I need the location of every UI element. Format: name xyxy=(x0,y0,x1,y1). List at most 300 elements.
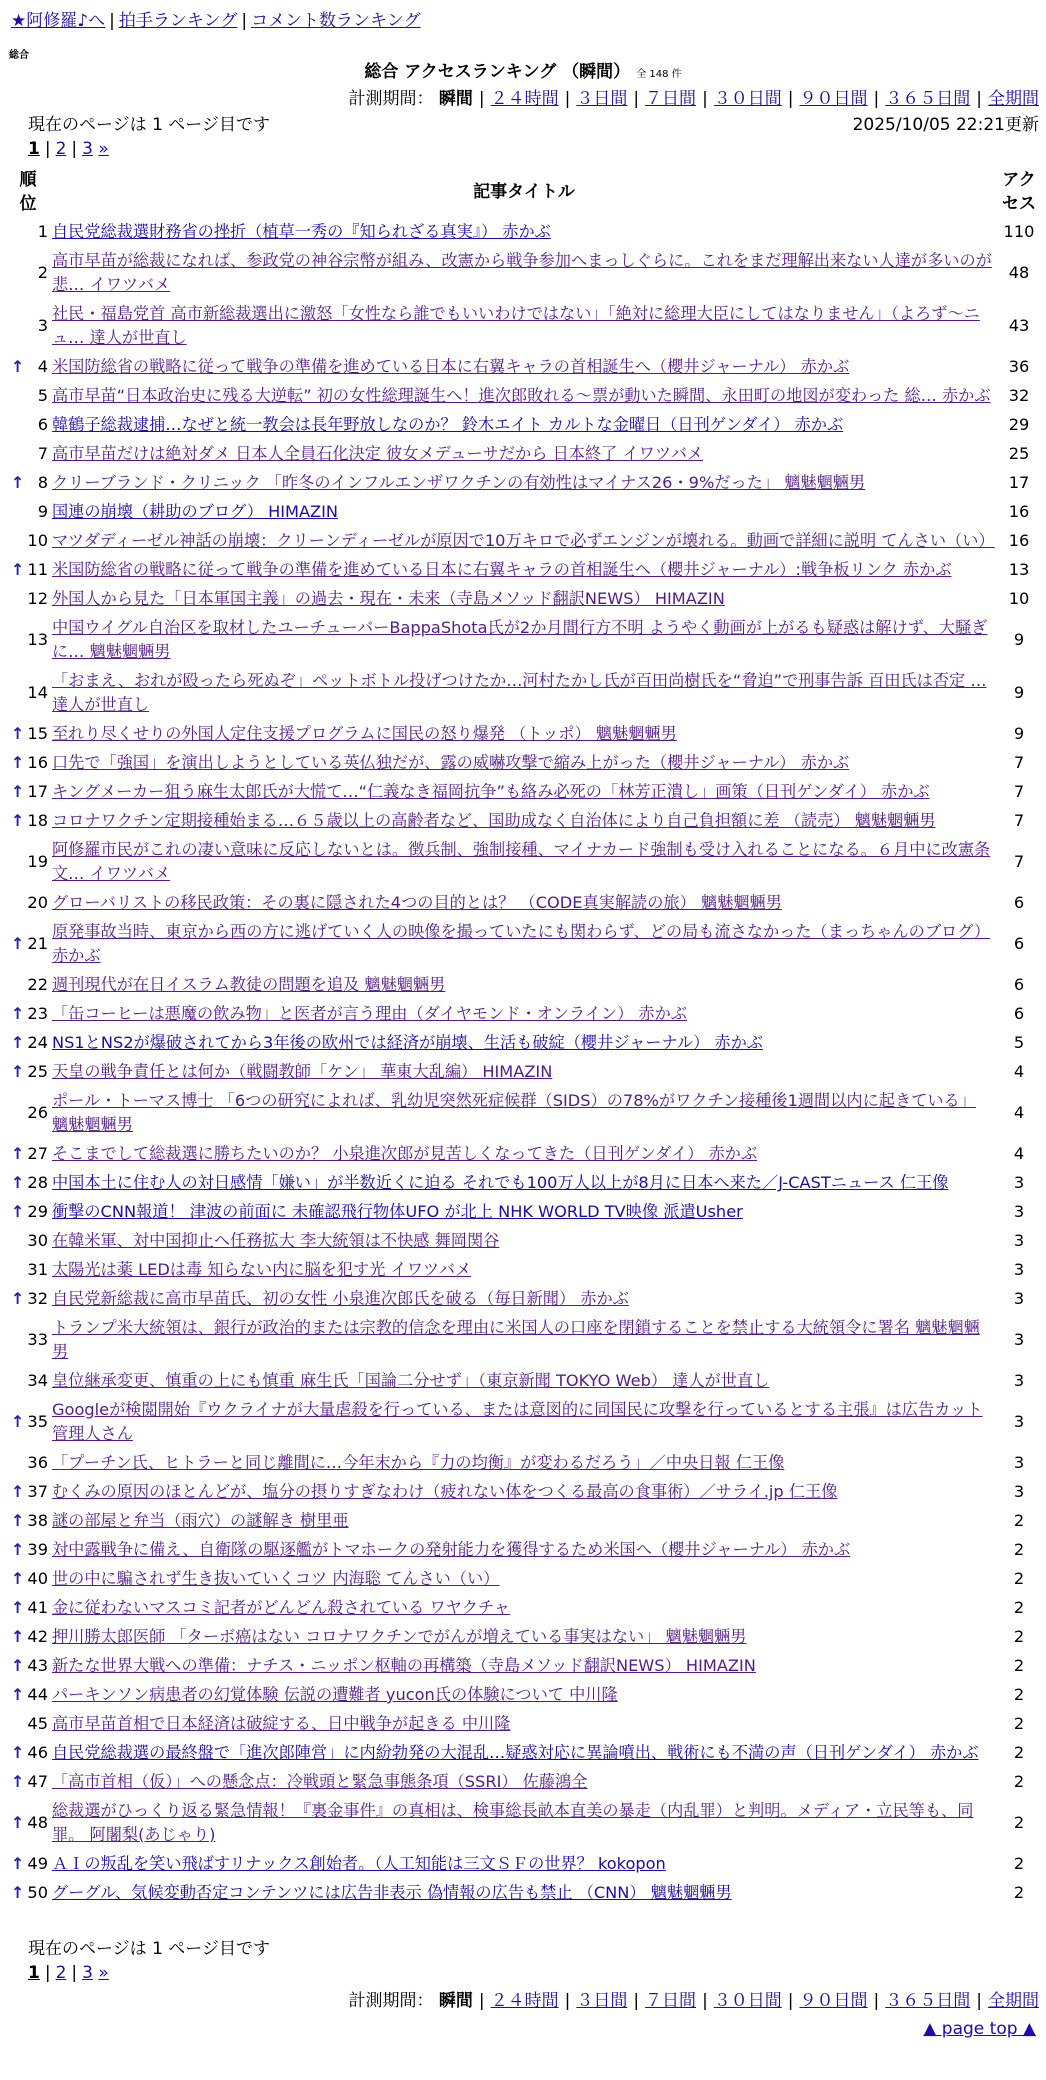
arrow-up-icon: ↑ xyxy=(11,1033,25,1052)
article-title-link[interactable]: 自民党総裁選の最終盤で「進次郎陣営」に内紛勃発の大混乱…疑惑対応に異論噴出、戦術にも不満の声（日刊ゲンダイ） 赤かぶ xyxy=(52,1743,979,1762)
article-title-link[interactable]: 対中露戦争に備え、自衛隊の駆逐艦がトマホークの発射能力を獲得するため米国へ（櫻井ジャーナル） 赤かぶ xyxy=(52,1540,851,1559)
table-row xyxy=(4,1285,1042,1314)
title-cell xyxy=(52,1850,996,1879)
period-option-link[interactable]: ３日間 xyxy=(576,1991,628,2011)
period-option-link[interactable]: ３日間 xyxy=(576,89,628,109)
rank-cell xyxy=(4,498,52,527)
pager-page-link[interactable]: 2 xyxy=(55,139,67,159)
table-row xyxy=(4,1536,1042,1565)
title-cell xyxy=(52,585,996,614)
rank-cell xyxy=(4,300,52,353)
access-count-cell: 2 xyxy=(1013,1656,1025,1675)
table-row xyxy=(4,1000,1042,1029)
article-title-link[interactable]: 中国本土に住む人の対日感情「嫌い」が半数近くに迫る それでも100万人以上が8月に日本へ来た／J-CASTニュース 仁王像 xyxy=(52,1173,949,1192)
access-count-cell: 3 xyxy=(1013,1231,1025,1250)
title-cell xyxy=(52,1681,996,1710)
pager-current-page: 1 xyxy=(28,1963,40,1983)
article-title-link[interactable]: 自民党総裁選財務省の挫折（植草一秀の『知られざる真実』） 赤かぶ xyxy=(52,222,551,241)
rank-cell xyxy=(4,1367,52,1396)
access-count-cell: 3 xyxy=(1013,1371,1025,1390)
rank-number: 2 xyxy=(37,263,48,282)
title-cell xyxy=(52,469,996,498)
article-title-link[interactable]: Googleが検閲開始『ウクライナが大量虐殺を行っている、または意図的に同国民に攻撃を行っているとする主張』は広告カット 管理人さん xyxy=(52,1400,983,1443)
current-page-text: 現在のページは 1 ページ目です xyxy=(28,115,270,135)
comment-ranking-link[interactable]: コメント数ランキング xyxy=(251,11,421,31)
title-cell xyxy=(52,527,996,556)
arrow-up-icon: ↑ xyxy=(11,473,25,492)
category-label: 総合 xyxy=(9,50,29,61)
arrow-up-icon: ↑ xyxy=(11,1004,25,1023)
rank-cell xyxy=(4,889,52,918)
period-label: 計測期間： xyxy=(348,89,434,109)
rank-number: 32 xyxy=(27,1289,48,1308)
article-title-link[interactable]: 高市早苗が総裁になれば、参政党の神谷宗幣が組み、改憲から戦争参加へまっしぐらに。これをまだ理解出来ない人達が多いのが悲… イワツバメ xyxy=(52,251,992,294)
table-row xyxy=(4,300,1042,353)
period-separator: | xyxy=(564,89,571,109)
table-row xyxy=(4,498,1042,527)
arrow-up-icon: ↑ xyxy=(11,1598,25,1617)
article-title-link[interactable]: 国連の崩壊（耕助のブログ） HIMAZIN xyxy=(52,502,339,521)
table-row xyxy=(4,971,1042,1000)
period-separator: | xyxy=(873,1991,880,2011)
table-row xyxy=(4,778,1042,807)
rank-number: 17 xyxy=(27,782,48,801)
period-option-link[interactable]: 全期間 xyxy=(988,89,1039,109)
table-row xyxy=(4,1478,1042,1507)
table-row xyxy=(4,1565,1042,1594)
article-title-link[interactable]: 外国人から見た「日本軍国主義」の過去・現在・未来（寺島メソッド翻訳NEWS） HIMAZIN xyxy=(52,589,725,608)
period-label: 計測期間： xyxy=(348,1991,434,2011)
period-option-link[interactable]: ７日間 xyxy=(645,89,697,109)
arrow-up-icon: ↑ xyxy=(11,1772,25,1791)
rank-cell xyxy=(4,353,52,382)
table-row xyxy=(4,1314,1042,1367)
rank-cell xyxy=(4,614,52,667)
period-separator: | xyxy=(976,89,982,109)
rank-number: 37 xyxy=(27,1482,48,1501)
access-count-cell: 3 xyxy=(1013,1330,1025,1349)
table-row xyxy=(4,1198,1042,1227)
arrow-up-icon: ↑ xyxy=(11,1627,25,1646)
title-cell xyxy=(52,1285,996,1314)
access-count-cell: 4 xyxy=(1013,1144,1025,1163)
rank-number: 7 xyxy=(37,444,48,463)
rank-number: 28 xyxy=(27,1173,48,1192)
table-row xyxy=(4,1169,1042,1198)
article-title-link[interactable]: 「プーチン氏、ヒトラーと同じ離間に…今年末から『力の均衡』が変わるだろう」／中央日報 仁王像 xyxy=(52,1453,785,1472)
article-title-link[interactable]: 米国防総省の戦略に従って戦争の準備を進めている日本に右翼キャラの首相誕生へ（櫻井ジャーナル）:戦争板リンク 赤かぶ xyxy=(52,560,952,579)
table-row xyxy=(4,353,1042,382)
rank-cell xyxy=(4,1652,52,1681)
rank-cell xyxy=(4,836,52,889)
table-row xyxy=(4,836,1042,889)
article-title-link[interactable]: 謎の部屋と弁当（雨穴）の謎解き 樹里亜 xyxy=(52,1511,349,1530)
rank-number: 47 xyxy=(27,1772,48,1791)
rank-cell xyxy=(4,1314,52,1367)
article-title-link[interactable]: 至れり尽くせりの外国人定住支援プログラムに国民の怒り爆発 （トッポ） 魑魅魍魎男 xyxy=(52,724,677,743)
rank-cell xyxy=(4,440,52,469)
rank-number: 31 xyxy=(27,1260,48,1279)
rank-cell xyxy=(4,1710,52,1739)
table-row xyxy=(4,1879,1042,1908)
access-count-cell: 9 xyxy=(1013,683,1025,702)
rank-number: 38 xyxy=(27,1511,48,1530)
rank-number: 18 xyxy=(27,811,48,830)
access-count-cell: 2 xyxy=(1013,1854,1025,1873)
title-cell xyxy=(52,1396,996,1449)
article-title-link[interactable]: パーキンソン病患者の幻覚体験 伝説の遭難者 yucon氏の体験について 中川隆 xyxy=(52,1685,618,1704)
rank-number: 26 xyxy=(27,1103,48,1122)
title-cell xyxy=(52,778,996,807)
article-title-link[interactable]: 世の中に騙されず生き抜いていくコツ 内海聡 てんさい（い） xyxy=(52,1569,500,1588)
rank-number: 50 xyxy=(27,1883,48,1902)
title-cell xyxy=(52,1449,996,1478)
table-row xyxy=(4,1768,1042,1797)
rank-cell xyxy=(4,1536,52,1565)
table-row xyxy=(4,556,1042,585)
clap-ranking-link[interactable]: 拍手ランキング xyxy=(118,11,238,31)
rank-number: 20 xyxy=(27,893,48,912)
access-count-cell: 4 xyxy=(1013,1103,1025,1122)
arrow-up-icon: ↑ xyxy=(11,782,25,801)
access-count-cell: 2 xyxy=(1013,1685,1025,1704)
article-title-link[interactable]: トランプ米大統領は、銀行が政治的または宗教的信念を理由に米国人の口座を閉鎖することを禁止する大統領令に署名 魑魅魍魎男 xyxy=(52,1318,980,1361)
period-separator: | xyxy=(564,1991,571,2011)
pagination-bottom xyxy=(28,1962,109,1984)
period-option-link[interactable]: ９０日間 xyxy=(799,1991,868,2011)
access-count-cell: 4 xyxy=(1013,1062,1025,1081)
access-count-cell: 36 xyxy=(1008,357,1030,376)
article-title-link[interactable]: 韓鶴子総裁逮捕…なぜと統一教会は長年野放しなのか？ 鈴木エイト カルトな金曜日（日刊ゲンダイ） 赤かぶ xyxy=(52,415,844,434)
rank-cell xyxy=(4,1449,52,1478)
title-cell xyxy=(52,1536,996,1565)
arrow-up-icon: ↑ xyxy=(11,1569,25,1588)
access-count-cell: 3 xyxy=(1013,1482,1025,1501)
period-option-link[interactable]: ２４時間 xyxy=(490,89,559,109)
rank-number: 24 xyxy=(27,1033,48,1052)
rank-number: 30 xyxy=(27,1231,48,1250)
title-cell xyxy=(52,918,996,971)
rank-cell xyxy=(4,1256,52,1285)
pager-separator: | xyxy=(71,139,78,159)
article-title-link[interactable]: NS1とNS2が爆破されてから3年後の欧州では経済が崩壊、生活も破綻（櫻井ジャーナル） 赤かぶ xyxy=(52,1033,763,1052)
article-title-link[interactable]: 高市早苗“日本政治史に残る大逆転” 初の女性総理誕生へ！進次郎敗れる～票が動いた瞬間、永田町の地図が変わった 総… 赤かぶ xyxy=(52,386,991,405)
access-count-cell: 2 xyxy=(1013,1883,1025,1902)
table-row xyxy=(4,1058,1042,1087)
article-title-link[interactable]: 阿修羅市民がこれの凄い意味に反応しないとは。徴兵制、強制接種、マイナカード強制も受け入れることになる。６月中に改憲条文… イワツバメ xyxy=(52,840,991,883)
access-count-cell: 3 xyxy=(1013,1412,1025,1431)
title-cell xyxy=(52,1710,996,1739)
article-title-link[interactable]: マツダディーゼル神話の崩壊：クリーンディーゼルが原因で10万キロで必ずエンジンが壊れる。動画で詳細に説明 てんさい（い） xyxy=(52,531,995,550)
access-count-cell: 2 xyxy=(1013,1569,1025,1588)
period-option-link[interactable]: ９０日間 xyxy=(799,89,868,109)
current-page-text-bottom: 現在のページは 1 ページ目です xyxy=(28,1939,270,1959)
arrow-up-icon: ↑ xyxy=(11,1540,25,1559)
period-option-link[interactable]: ７日間 xyxy=(645,1991,697,2011)
title-cell xyxy=(52,1739,996,1768)
table-row xyxy=(4,1029,1042,1058)
access-count-cell: 43 xyxy=(1008,316,1030,335)
title-cell xyxy=(52,353,996,382)
period-separator: | xyxy=(633,1991,640,2011)
rank-number: 12 xyxy=(27,589,48,608)
home-link[interactable]: ★阿修羅♪へ xyxy=(11,11,106,31)
arrow-up-icon: ↑ xyxy=(11,1854,25,1873)
page-top-link[interactable]: ▲ page top ▲ xyxy=(923,2019,1036,2039)
table-row xyxy=(4,1850,1042,1879)
pagination-top xyxy=(28,138,109,160)
article-title-link[interactable]: 週刊現代が在日イスラム教徒の問題を追及 魑魅魍魎男 xyxy=(52,975,446,994)
rank-cell xyxy=(4,218,52,247)
table-row xyxy=(4,1256,1042,1285)
rank-cell xyxy=(4,585,52,614)
rank-cell xyxy=(4,382,52,411)
title-cell xyxy=(52,1797,996,1850)
access-count-cell: 7 xyxy=(1013,852,1025,871)
access-count-cell: 3 xyxy=(1013,1289,1025,1308)
rank-cell xyxy=(4,469,52,498)
rank-cell xyxy=(4,1594,52,1623)
rank-number: 39 xyxy=(27,1540,48,1559)
rank-cell xyxy=(4,807,52,836)
pager-page-link[interactable]: 2 xyxy=(55,1963,67,1983)
rank-cell xyxy=(4,1058,52,1087)
pager-next-link[interactable]: » xyxy=(98,1963,109,1983)
article-title-link[interactable]: 新たな世界大戦への準備：ナチス・ニッポン枢軸の再構築（寺島メソッド翻訳NEWS） HIMAZIN xyxy=(52,1656,756,1675)
table-row xyxy=(4,1140,1042,1169)
arrow-up-icon: ↑ xyxy=(11,357,25,376)
access-count-cell: 16 xyxy=(1008,502,1030,521)
title-cell xyxy=(52,971,996,1000)
rank-number: 44 xyxy=(27,1685,48,1704)
title-cell xyxy=(52,1227,996,1256)
table-row xyxy=(4,1507,1042,1536)
period-separator: | xyxy=(787,1991,794,2011)
period-separator: | xyxy=(976,1991,982,2011)
access-count-cell: 2 xyxy=(1013,1598,1025,1617)
access-count-cell: 29 xyxy=(1008,415,1030,434)
rank-number: 5 xyxy=(37,386,48,405)
title-cell xyxy=(52,836,996,889)
page-title xyxy=(0,60,1046,87)
article-title-link[interactable]: そこまでして総裁選に勝ちたいのか？ 小泉進次郎が見苦しくなってきた（日刊ゲンダイ） 赤かぶ xyxy=(52,1144,758,1163)
table-row xyxy=(4,1739,1042,1768)
period-option-link[interactable]: ３６５日間 xyxy=(885,1991,971,2011)
article-title-link[interactable]: 「高市首相（仮）」への懸念点：冷戦頭と緊急事態条項（SSRI） 佐藤鴻全 xyxy=(52,1772,588,1791)
rank-number: 45 xyxy=(27,1714,48,1733)
article-title-link[interactable]: 金に従わないマスコミ記者がどんどん殺されている ワヤクチャ xyxy=(52,1598,510,1617)
title-cell xyxy=(52,556,996,585)
table-row xyxy=(4,1797,1042,1850)
article-title-link[interactable]: ＡＩの叛乱を笑い飛ばすリナックス創始者。（人工知能は三文ＳＦの世界？ kokopon xyxy=(52,1854,666,1873)
access-count-cell: 7 xyxy=(1013,782,1025,801)
table-row xyxy=(4,527,1042,556)
rank-cell xyxy=(4,1198,52,1227)
pager-separator: | xyxy=(44,1963,51,1983)
period-selector-top xyxy=(348,88,1039,110)
table-row xyxy=(4,585,1042,614)
rank-number: 16 xyxy=(27,753,48,772)
rank-number: 49 xyxy=(27,1854,48,1873)
article-title-link[interactable]: 社民・福島党首 高市新総裁選出に激怒「女性なら誰でもいいわけではない」「絶対に総理大臣にしてはなりません」（よろず～ニュ… 達人が世直し xyxy=(52,304,980,347)
table-header-row xyxy=(4,166,1042,218)
table-row xyxy=(4,1623,1042,1652)
arrow-up-icon: ↑ xyxy=(11,1173,25,1192)
article-title-link[interactable]: 米国防総省の戦略に従って戦争の準備を進めている日本に右翼キャラの首相誕生へ（櫻井ジャーナル） 赤かぶ xyxy=(52,357,850,376)
article-title-link[interactable]: 太陽光は薬 LEDは毒 知らない内に脳を犯す光 イワツバメ xyxy=(52,1260,472,1279)
access-count-cell: 32 xyxy=(1008,386,1030,405)
access-count-cell: 9 xyxy=(1013,724,1025,743)
total-count: 全 148 件 xyxy=(636,69,682,80)
table-row xyxy=(4,1367,1042,1396)
rank-cell xyxy=(4,527,52,556)
arrow-up-icon: ↑ xyxy=(11,1144,25,1163)
arrow-up-icon: ↑ xyxy=(11,1511,25,1530)
title-cell xyxy=(52,1565,996,1594)
title-cell xyxy=(52,300,996,353)
article-title-link[interactable]: グーグル、気候変動否定コンテンツには広告非表示 偽情報の広告も禁止 （CNN） 魑魅魍魎男 xyxy=(52,1883,732,1902)
period-current: 瞬間 xyxy=(438,1991,473,2011)
rank-number: 10 xyxy=(27,531,48,550)
rank-cell xyxy=(4,1681,52,1710)
article-title-link[interactable]: 高市早苗だけは絶対ダメ 日本人全員石化決定 彼女メデューサだから 日本終了 イワツバメ xyxy=(52,444,704,463)
access-column-header xyxy=(996,166,1042,218)
rank-header-label: 順 位 xyxy=(19,170,37,214)
arrow-up-icon: ↑ xyxy=(11,1482,25,1501)
arrow-up-icon: ↑ xyxy=(11,1289,25,1308)
rank-number: 3 xyxy=(37,316,48,335)
article-title-link[interactable]: 原発事故当時、東京から西の方に逃げていく人の映像を撮っていたにも関わらず、どの局も流さなかった（まっちゃんのブログ） 赤かぶ xyxy=(52,922,991,965)
article-title-link[interactable]: 口先で「強国」を演出しようとしている英仏独だが、露の威嚇攻撃で縮み上がった（櫻井ジャーナル） 赤かぶ xyxy=(52,753,850,772)
arrow-up-icon: ↑ xyxy=(11,724,25,743)
arrow-up-icon: ↑ xyxy=(11,934,25,953)
article-title-link[interactable]: 総裁選がひっくり返る緊急情報！『裏金事件』の真相は、検事総長畝本直美の暴走（内乱罪）と判明。メディア・立民等も、同罪。 阿闍梨(あじゃり) xyxy=(52,1801,974,1844)
rank-cell xyxy=(4,778,52,807)
title-cell xyxy=(52,889,996,918)
pager-page-link[interactable]: 3 xyxy=(82,139,93,159)
article-title-link[interactable]: コロナワクチン定期接種始まる…６５歳以上の高齢者など、国助成なく自治体により自己負担額に差 （読売） 魑魅魍魎男 xyxy=(52,811,936,830)
ranking-table xyxy=(4,166,1042,1908)
title-cell xyxy=(52,667,996,720)
period-separator: | xyxy=(873,89,880,109)
ranking-title: 総合 アクセスランキング （瞬間） xyxy=(364,62,631,82)
table-row xyxy=(4,807,1042,836)
rank-number: 27 xyxy=(27,1144,48,1163)
title-cell xyxy=(52,218,996,247)
table-row xyxy=(4,1652,1042,1681)
article-title-link[interactable]: むくみの原因のほとんどが、塩分の摂りすぎなわけ（疲れない体をつくる最高の食事術）／サライ.jp 仁王像 xyxy=(52,1482,838,1501)
article-title-link[interactable]: 「おまえ、おれが殴ったら死ぬぞ」ペットボトル投げつけたか…河村たかし氏が百田尚樹氏を“脅迫”で刑事告訴 百田氏は否定 … 達人が世直し xyxy=(52,671,987,714)
arrow-up-icon: ↑ xyxy=(11,1883,25,1902)
table-row xyxy=(4,1449,1042,1478)
access-count-cell: 16 xyxy=(1008,531,1030,550)
article-title-link[interactable]: 中国ウイグル自治区を取材したユーチューバーBappaShota氏が2か月間行方不明 ようやく動画が上がるも疑惑は解けず、大騒ぎに… 魑魅魍魎男 xyxy=(52,618,988,661)
rank-cell xyxy=(4,1739,52,1768)
article-title-link[interactable]: 天皇の戦争責任とは何か（戦闘教師「ケン」 華東大乱編） HIMAZIN xyxy=(52,1062,553,1081)
title-cell xyxy=(52,1623,996,1652)
arrow-up-icon: ↑ xyxy=(11,1743,25,1762)
updated-timestamp: 2025/10/05 22:21更新 xyxy=(852,115,1039,135)
rank-number: 8 xyxy=(37,473,48,492)
rank-number: 1 xyxy=(37,222,48,241)
article-title-link[interactable]: グローバリストの移民政策：その裏に隠された4つの目的とは？ （CODE真実解読の旅） 魑魅魍魎男 xyxy=(52,893,782,912)
nav-separator: | xyxy=(109,11,115,31)
top-nav xyxy=(11,10,421,32)
rank-column-header xyxy=(4,166,52,218)
article-title-link[interactable]: 高市早苗首相で日本経済は破綻する、日中戦争が起きる 中川隆 xyxy=(52,1714,511,1733)
access-count-cell: 3 xyxy=(1013,1173,1025,1192)
rank-cell xyxy=(4,971,52,1000)
rank-number: 15 xyxy=(27,724,48,743)
article-title-link[interactable]: キングメーカー狙う麻生太郎氏が大慌て…“仁義なき福岡抗争”も絡み必死の「林芳正潰し」画策（日刊ゲンダイ） 赤かぶ xyxy=(52,782,930,801)
article-title-link[interactable]: クリーブランド・クリニック 「昨冬のインフルエンザワクチンの有効性はマイナス26・9%だった」 魑魅魍魎男 xyxy=(52,473,866,492)
rank-cell xyxy=(4,1623,52,1652)
period-option-link[interactable]: 全期間 xyxy=(988,1991,1039,2011)
table-row xyxy=(4,247,1042,300)
period-separator: | xyxy=(633,89,640,109)
period-option-link[interactable]: ３０日間 xyxy=(713,89,782,109)
period-option-link[interactable]: ２４時間 xyxy=(490,1991,559,2011)
period-option-link[interactable]: ３６５日間 xyxy=(885,89,971,109)
period-option-link[interactable]: ３０日間 xyxy=(713,1991,782,2011)
access-count-cell: 3 xyxy=(1013,1202,1025,1221)
rank-cell xyxy=(4,1565,52,1594)
table-row xyxy=(4,1594,1042,1623)
article-title-link[interactable]: 皇位継承変更、慎重の上にも慎重 麻生氏「国論二分せず」（東京新聞 TOKYO Web） 達人が世直し xyxy=(52,1371,770,1390)
access-count-cell: 7 xyxy=(1013,811,1025,830)
access-header-label: アク セス xyxy=(1002,170,1036,214)
table-row xyxy=(4,1396,1042,1449)
access-count-cell: 2 xyxy=(1013,1627,1025,1646)
arrow-up-icon: ↑ xyxy=(11,1202,25,1221)
access-count-cell: 5 xyxy=(1013,1033,1025,1052)
article-title-link[interactable]: 在韓米軍、対中国抑止へ任務拡大 李大統領は不快感 舞岡関谷 xyxy=(52,1231,500,1250)
rank-cell xyxy=(4,1879,52,1908)
title-cell xyxy=(52,1652,996,1681)
rank-cell xyxy=(4,720,52,749)
rank-number: 29 xyxy=(27,1202,48,1221)
pager-page-link[interactable]: 3 xyxy=(82,1963,93,1983)
title-cell xyxy=(52,1198,996,1227)
period-separator: | xyxy=(478,89,485,109)
rank-number: 19 xyxy=(27,852,48,871)
access-count-cell: 2 xyxy=(1013,1511,1025,1530)
table-row xyxy=(4,1710,1042,1739)
article-title-link[interactable]: ポール・トーマス博士 「6つの研究によれば、乳幼児突然死症候群（SIDS）の78%がワクチン接種後1週間以内に起きている」 魑魅魍魎男 xyxy=(52,1091,976,1134)
article-title-link[interactable]: 押川勝太郎医師 「ターボ癌はない コロナワクチンでがんが増えている事実はない」 魑魅魍魎男 xyxy=(52,1627,747,1646)
access-count-cell: 2 xyxy=(1013,1714,1025,1733)
article-title-link[interactable]: 「缶コーヒーは悪魔の飲み物」と医者が言う理由（ダイヤモンド・オンライン） 赤かぶ xyxy=(52,1004,687,1023)
arrow-up-icon: ↑ xyxy=(11,1656,25,1675)
access-count-cell: 6 xyxy=(1013,1004,1025,1023)
rank-cell xyxy=(4,1029,52,1058)
access-count-cell: 2 xyxy=(1013,1772,1025,1791)
table-row xyxy=(4,889,1042,918)
title-cell xyxy=(52,1000,996,1029)
title-cell xyxy=(52,1507,996,1536)
article-title-link[interactable]: 自民党新総裁に高市早苗氏、初の女性 小泉進次郎氏を破る（毎日新聞） 赤かぶ xyxy=(52,1289,629,1308)
rank-cell xyxy=(4,1507,52,1536)
rank-number: 23 xyxy=(27,1004,48,1023)
title-cell xyxy=(52,247,996,300)
rank-number: 36 xyxy=(27,1453,48,1472)
rank-cell xyxy=(4,1396,52,1449)
title-cell xyxy=(52,1169,996,1198)
rank-cell xyxy=(4,1087,52,1140)
article-title-link[interactable]: 衝撃のCNN報道！ 津波の前面に 未確認飛行物体UFO が北上 NHK WORLD TV映像 派遣Usher xyxy=(52,1202,743,1221)
title-cell xyxy=(52,498,996,527)
pager-next-link[interactable]: » xyxy=(98,139,109,159)
